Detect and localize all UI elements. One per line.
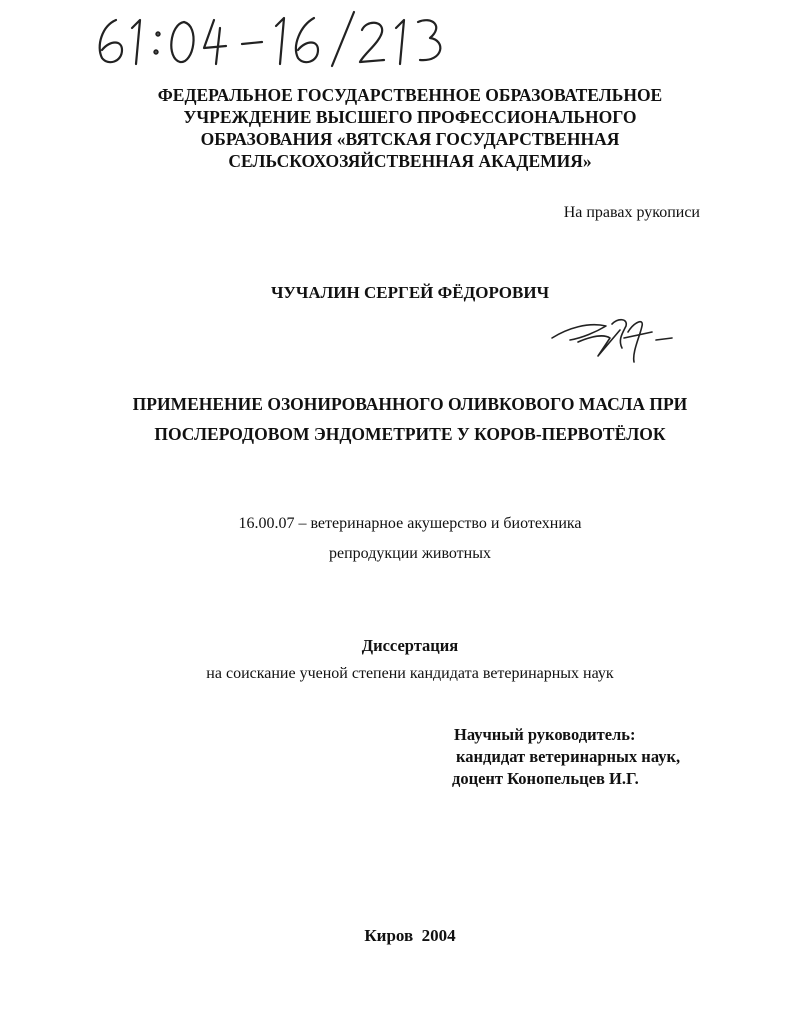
institution-line: УЧРЕЖДЕНИЕ ВЫСШЕГО ПРОФЕССИОНАЛЬНОГО xyxy=(183,107,637,127)
degree-statement: на соискание ученой степени кандидата ветеринарных наук xyxy=(206,665,614,682)
specialty-code-line-1: 16.00.07 – ветеринарное акушерство и биотехника xyxy=(238,515,582,532)
supervisor-name: доцент Конопельцев И.Г. xyxy=(452,769,639,788)
institution-line: СЕЛЬСКОХОЗЯЙСТВЕННАЯ АКАДЕМИЯ» xyxy=(228,151,592,171)
specialty-code-line-2: репродукции животных xyxy=(329,545,491,562)
institution-line: ФЕДЕРАЛЬНОЕ ГОСУДАРСТВЕННОЕ ОБРАЗОВАТЕЛЬНОЕ xyxy=(157,85,663,105)
author-signature xyxy=(548,308,678,370)
author-name: ЧУЧАЛИН СЕРГЕЙ ФЁДОРОВИЧ xyxy=(270,283,550,302)
city-year: Киров 2004 xyxy=(364,926,456,945)
supervisor-label: Научный руководитель: xyxy=(454,725,636,744)
supervisor-block xyxy=(452,724,680,790)
document-type: Диссертация xyxy=(361,636,459,655)
dissertation-title-line-1: ПРИМЕНЕНИЕ ОЗОНИРОВАННОГО ОЛИВКОВОГО МАСЛА ПРИ xyxy=(132,394,688,414)
handwritten-archive-number xyxy=(92,6,472,70)
dissertation-title-line-2: ПОСЛЕРОДОВОМ ЭНДОМЕТРИТЕ У КОРОВ-ПЕРВОТЁЛОК xyxy=(154,424,666,444)
institution-name xyxy=(100,84,720,172)
institution-line: ОБРАЗОВАНИЯ «ВЯТСКАЯ ГОСУДАРСТВЕННАЯ xyxy=(200,129,620,149)
handwritten-number-drawing xyxy=(92,6,472,70)
supervisor-rank: кандидат ветеринарных наук, xyxy=(456,747,681,766)
manuscript-rights-note: На правах рукописи xyxy=(563,204,700,221)
signature-drawing xyxy=(548,308,678,370)
